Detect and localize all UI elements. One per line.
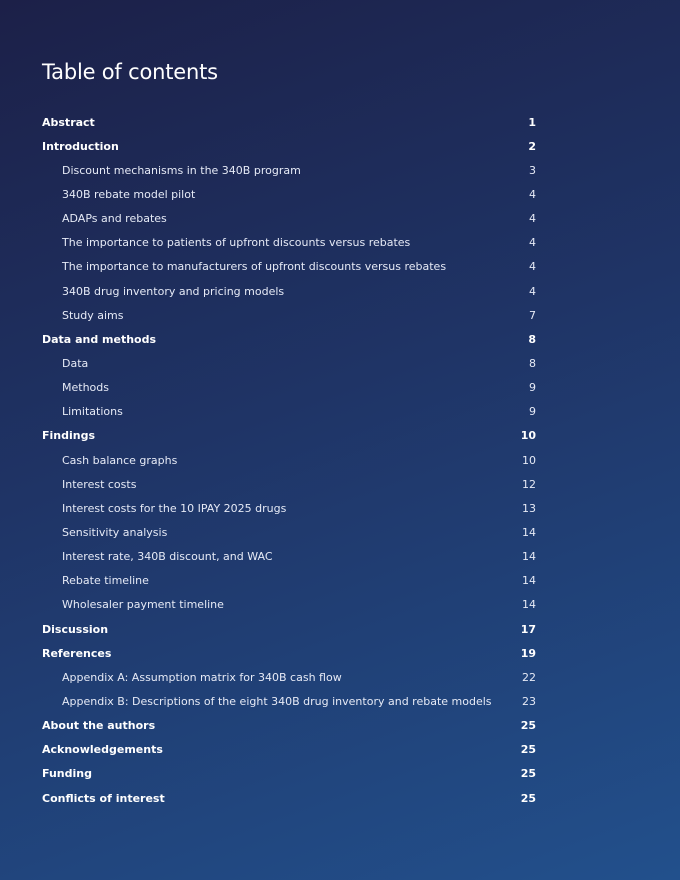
toc-page-number: 13: [522, 501, 536, 515]
toc-entry-label: Interest costs: [62, 477, 137, 491]
toc-subsection-entry[interactable]: [42, 496, 538, 520]
toc-page-number: 3: [529, 163, 536, 177]
toc-page-number: 9: [529, 405, 536, 419]
toc-page-number: 25: [520, 791, 536, 805]
toc-section-entry[interactable]: [42, 424, 538, 448]
toc-section-entry[interactable]: [42, 134, 538, 158]
page-title: Table of contents: [42, 60, 218, 84]
toc-page-number: 7: [529, 308, 536, 322]
toc-entry-label: About the authors: [42, 719, 156, 733]
toc-entry-label: Limitations: [62, 405, 123, 419]
toc-section-entry[interactable]: [42, 641, 538, 665]
toc-subsection-entry[interactable]: [42, 279, 538, 303]
toc-subsection-entry[interactable]: [42, 665, 538, 689]
toc-page-number: 4: [529, 284, 536, 298]
toc-subsection-entry[interactable]: [42, 158, 538, 182]
toc-page-number: 10: [520, 429, 536, 443]
toc-section-entry[interactable]: [42, 738, 538, 762]
toc-page-number: 22: [522, 670, 536, 684]
toc-page-number: 8: [529, 356, 536, 370]
toc-section-entry[interactable]: [42, 327, 538, 351]
toc-section-entry[interactable]: [42, 714, 538, 738]
toc-page-number: 25: [520, 767, 536, 781]
toc-subsection-entry[interactable]: [42, 255, 538, 279]
toc-entry-label: Sensitivity analysis: [62, 525, 168, 539]
toc-entry-label: Interest rate, 340B discount, and WAC: [62, 550, 273, 564]
toc-page-number: 19: [520, 646, 536, 660]
toc-entry-label: Methods: [62, 381, 109, 395]
toc-page-number: 4: [529, 212, 536, 226]
toc-section-entry[interactable]: [42, 762, 538, 786]
toc-entry-label: Data: [62, 356, 89, 370]
toc-entry-label: The importance to patients of upfront discounts versus rebates: [62, 236, 411, 250]
toc-subsection-entry[interactable]: [42, 593, 538, 617]
toc-entry-label: Discussion: [42, 622, 109, 636]
toc-page-number: 25: [520, 743, 536, 757]
toc-entry-label: Study aims: [62, 308, 124, 322]
toc-page-number: 14: [522, 574, 536, 588]
toc-page-number: 4: [529, 236, 536, 250]
toc-page-number: 2: [528, 139, 536, 153]
toc-entry-label: Introduction: [42, 139, 119, 153]
toc-subsection-entry[interactable]: [42, 545, 538, 569]
toc-subsection-entry[interactable]: [42, 520, 538, 544]
toc-entry-label: 340B rebate model pilot: [62, 187, 196, 201]
toc-entry-label: Rebate timeline: [62, 574, 149, 588]
toc-page-number: 1: [528, 115, 536, 129]
toc-entry-label: Interest costs for the 10 IPAY 2025 drugs: [62, 501, 287, 515]
toc-page-number: 14: [522, 550, 536, 564]
toc-entry-label: Appendix A: Assumption matrix for 340B cash flow: [62, 670, 342, 684]
toc-section-entry[interactable]: [42, 110, 538, 134]
toc-subsection-entry[interactable]: [42, 448, 538, 472]
toc-entry-label: Acknowledgements: [42, 743, 163, 757]
toc-entry-label: ADAPs and rebates: [62, 212, 167, 226]
toc-subsection-entry[interactable]: [42, 376, 538, 400]
toc-subsection-entry[interactable]: [42, 351, 538, 375]
toc-subsection-entry[interactable]: [42, 689, 538, 713]
toc-section-entry[interactable]: [42, 617, 538, 641]
toc-entry-label: Conflicts of interest: [42, 791, 165, 805]
toc-entry-label: Abstract: [42, 115, 95, 129]
toc-page-number: 4: [529, 187, 536, 201]
toc-entry-label: Data and methods: [42, 332, 157, 346]
toc-page-number: 17: [520, 622, 536, 636]
toc-entry-label: Wholesaler payment timeline: [62, 598, 224, 612]
toc-page-number: 23: [522, 694, 536, 708]
toc-entry-label: Discount mechanisms in the 340B program: [62, 163, 301, 177]
toc-entry-label: The importance to manufacturers of upfront discounts versus rebates: [62, 260, 447, 274]
toc-page-number: 25: [520, 719, 536, 733]
toc-subsection-entry[interactable]: [42, 569, 538, 593]
toc-subsection-entry[interactable]: [42, 231, 538, 255]
toc-page-number: 14: [522, 598, 536, 612]
toc-subsection-entry[interactable]: [42, 400, 538, 424]
toc-section-entry[interactable]: [42, 786, 538, 810]
toc-page-number: 4: [529, 260, 536, 274]
toc-subsection-entry[interactable]: [42, 182, 538, 206]
toc-entry-label: 340B drug inventory and pricing models: [62, 284, 285, 298]
toc-entry-label: Appendix B: Descriptions of the eight 340B drug inventory and rebate models: [62, 694, 492, 708]
toc-page-number: 9: [529, 381, 536, 395]
toc-subsection-entry[interactable]: [42, 472, 538, 496]
toc-page-number: 8: [528, 332, 536, 346]
toc-page-number: 10: [522, 453, 536, 467]
toc-entry-label: Cash balance graphs: [62, 453, 178, 467]
toc-entry-label: References: [42, 646, 112, 660]
toc-subsection-entry[interactable]: [42, 303, 538, 327]
toc-page-number: 14: [522, 525, 536, 539]
toc-page-number: 12: [522, 477, 536, 491]
toc-entry-label: Funding: [42, 767, 92, 781]
toc-list: [42, 110, 538, 810]
toc-subsection-entry[interactable]: [42, 207, 538, 231]
toc-entry-label: Findings: [42, 429, 96, 443]
